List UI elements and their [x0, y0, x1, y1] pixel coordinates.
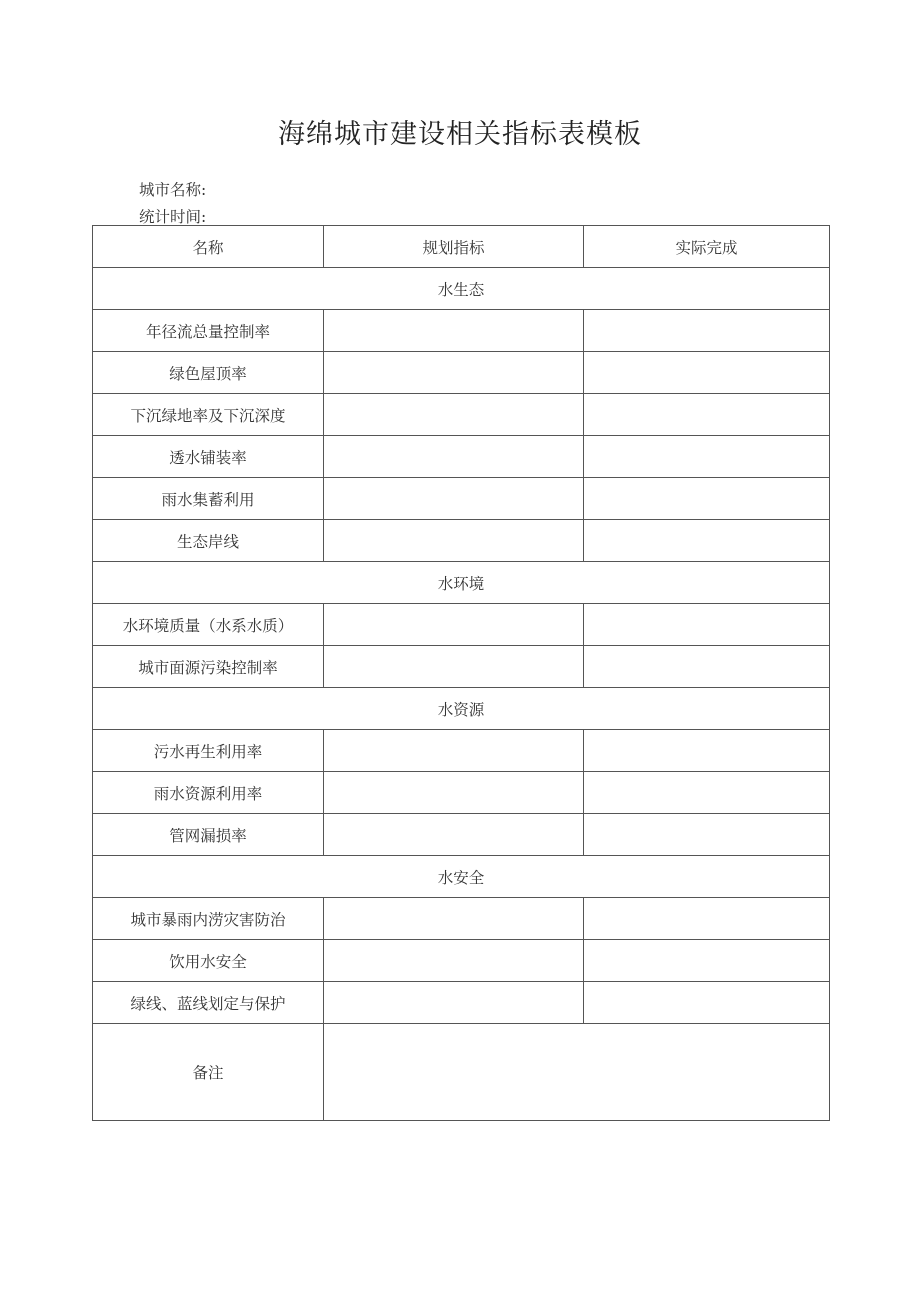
actual-completion-cell[interactable]: [584, 520, 830, 562]
planned-target-cell[interactable]: [324, 646, 584, 688]
header-row: [93, 226, 830, 268]
table-row: [93, 478, 830, 520]
table-row: [93, 604, 830, 646]
table-row: [93, 394, 830, 436]
indicator-name: 生态岸线: [93, 520, 324, 562]
table-row: [93, 646, 830, 688]
remarks-row: [93, 1024, 830, 1121]
planned-target-cell[interactable]: [324, 478, 584, 520]
section-row: [93, 688, 830, 730]
actual-completion-cell[interactable]: [584, 730, 830, 772]
indicator-name: 绿色屋顶率: [93, 352, 324, 394]
table-row: [93, 352, 830, 394]
actual-completion-cell[interactable]: [584, 310, 830, 352]
table-row: [93, 940, 830, 982]
indicator-name: 管网漏损率: [93, 814, 324, 856]
indicator-name: 饮用水安全: [93, 940, 324, 982]
remarks-label: 备注: [93, 1024, 324, 1121]
indicator-name: 绿线、蓝线划定与保护: [93, 982, 324, 1024]
actual-completion-cell[interactable]: [584, 898, 830, 940]
planned-target-cell[interactable]: [324, 436, 584, 478]
indicator-name: 雨水集蓄利用: [93, 478, 324, 520]
indicator-name: 透水铺装率: [93, 436, 324, 478]
remarks-cell[interactable]: [324, 1024, 830, 1121]
actual-completion-cell[interactable]: [584, 352, 830, 394]
section-row: [93, 856, 830, 898]
table-row: [93, 898, 830, 940]
planned-target-cell[interactable]: [324, 898, 584, 940]
actual-completion-cell[interactable]: [584, 604, 830, 646]
planned-target-cell[interactable]: [324, 730, 584, 772]
indicator-name: 年径流总量控制率: [93, 310, 324, 352]
section-title: 水资源: [93, 688, 830, 730]
planned-target-cell[interactable]: [324, 520, 584, 562]
planned-target-cell[interactable]: [324, 310, 584, 352]
indicator-name: 水环境质量（水系水质）: [93, 604, 324, 646]
planned-target-cell[interactable]: [324, 982, 584, 1024]
table-row: [93, 520, 830, 562]
section-row: [93, 562, 830, 604]
actual-completion-cell[interactable]: [584, 814, 830, 856]
actual-completion-cell[interactable]: [584, 772, 830, 814]
actual-completion-cell[interactable]: [584, 940, 830, 982]
section-row: [93, 268, 830, 310]
table-row: [93, 730, 830, 772]
indicator-name: 雨水资源利用率: [93, 772, 324, 814]
actual-completion-cell[interactable]: [584, 436, 830, 478]
table-row: [93, 310, 830, 352]
actual-completion-cell[interactable]: [584, 394, 830, 436]
indicator-name: 污水再生利用率: [93, 730, 324, 772]
actual-completion-cell[interactable]: [584, 646, 830, 688]
actual-completion-cell[interactable]: [584, 478, 830, 520]
planned-target-cell[interactable]: [324, 394, 584, 436]
actual-completion-cell[interactable]: [584, 982, 830, 1024]
planned-target-cell[interactable]: [324, 814, 584, 856]
city-name-label: 城市名称:: [139, 181, 207, 199]
header-actual-completion: 实际完成: [584, 226, 830, 268]
indicator-name: 下沉绿地率及下沉深度: [93, 394, 324, 436]
indicator-table: [92, 225, 830, 1121]
planned-target-cell[interactable]: [324, 604, 584, 646]
planned-target-cell[interactable]: [324, 940, 584, 982]
table-row: [93, 772, 830, 814]
planned-target-cell[interactable]: [324, 352, 584, 394]
indicator-name: 城市暴雨内涝灾害防治: [93, 898, 324, 940]
section-title: 水环境: [93, 562, 830, 604]
page-title: 海绵城市建设相关指标表模板: [278, 119, 642, 150]
planned-target-cell[interactable]: [324, 772, 584, 814]
table-row: [93, 814, 830, 856]
indicator-name: 城市面源污染控制率: [93, 646, 324, 688]
header-planned-target: 规划指标: [324, 226, 584, 268]
section-title: 水安全: [93, 856, 830, 898]
table-row: [93, 982, 830, 1024]
section-title: 水生态: [93, 268, 830, 310]
header-name: 名称: [93, 226, 324, 268]
statistics-time-label: 统计时间:: [139, 208, 207, 226]
table-row: [93, 436, 830, 478]
